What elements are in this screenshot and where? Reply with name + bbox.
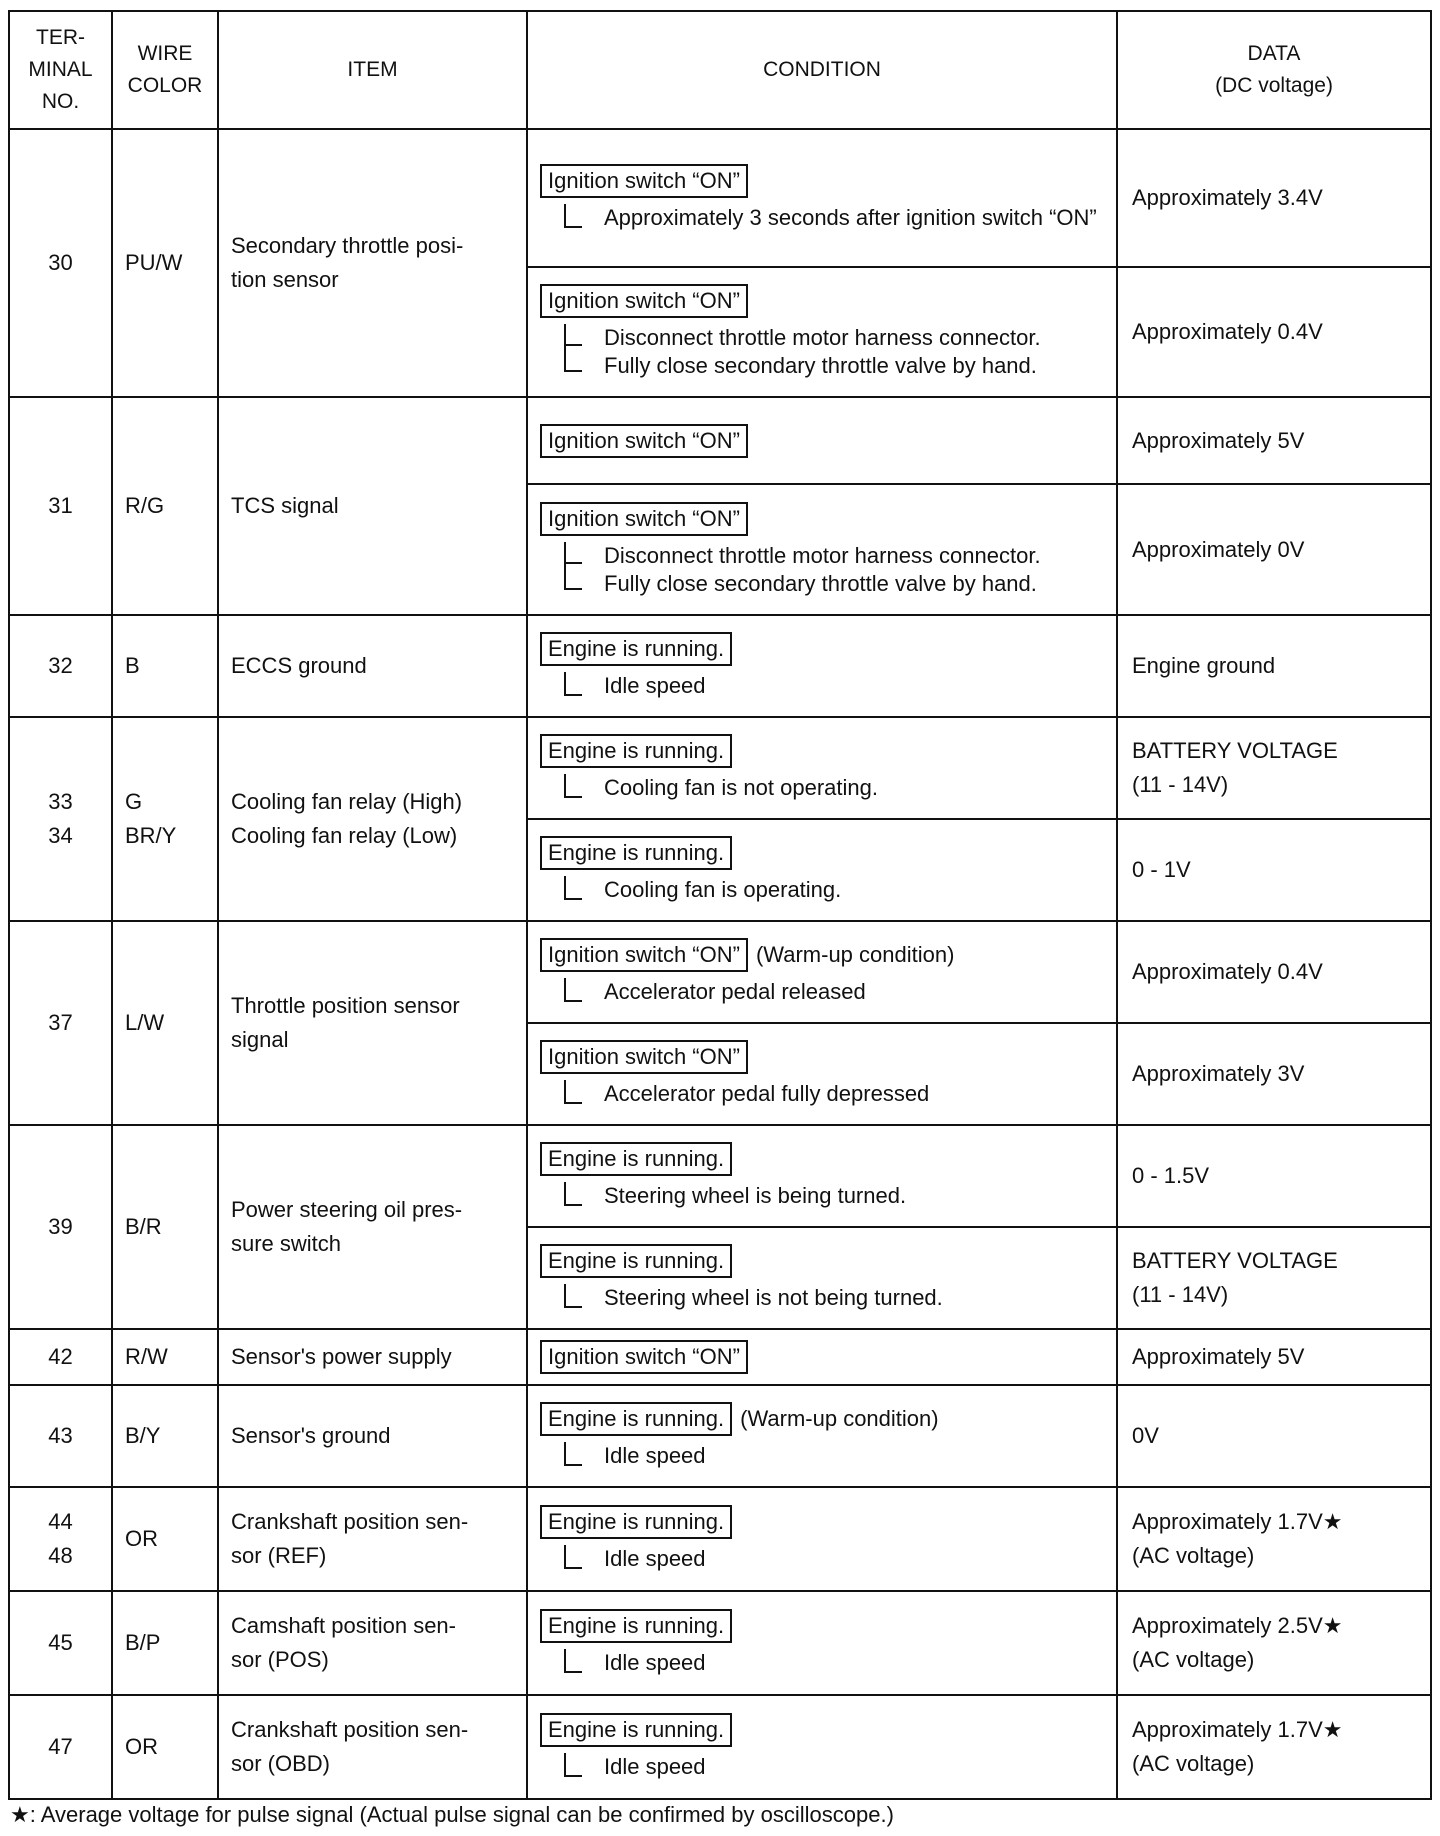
condition-head xyxy=(540,1402,1110,1436)
condition-head xyxy=(540,502,1110,536)
terminal-no: 34 xyxy=(48,823,73,848)
condition-box: Engine is running. xyxy=(540,632,732,666)
wire-color-cell xyxy=(112,397,218,615)
branch-connector-icon xyxy=(564,1442,582,1466)
terminal-no-cell xyxy=(9,1695,112,1799)
condition-cell xyxy=(527,921,1117,1023)
data-value: Approximately 5V xyxy=(1132,427,1305,453)
item-name: ECCS ground xyxy=(231,653,367,678)
wire-color: BR/Y xyxy=(125,823,177,848)
item-cell xyxy=(218,615,527,717)
item-name: Sensor's ground xyxy=(231,1423,391,1448)
condition-box: Ignition switch “ON” xyxy=(540,1340,748,1374)
table-row xyxy=(9,1591,1431,1695)
header-wire-color: WIRE COLOR xyxy=(112,11,218,129)
condition-head xyxy=(540,1142,1110,1176)
branch-connector-icon xyxy=(564,978,582,1002)
condition-head xyxy=(540,424,1110,458)
table-row xyxy=(9,1487,1431,1591)
condition-cell xyxy=(527,397,1117,484)
wire-color-cell xyxy=(112,1329,218,1385)
data-cell xyxy=(1117,267,1431,397)
wire-color: R/G xyxy=(125,493,165,518)
data-cell xyxy=(1117,1591,1431,1695)
condition-head xyxy=(540,1713,1110,1747)
wire-color: B/R xyxy=(125,1214,162,1239)
condition-box: Engine is running. xyxy=(540,1609,732,1643)
wire-color: OR xyxy=(125,1734,158,1759)
condition-note: (Warm-up condition) xyxy=(740,1406,939,1431)
terminal-no: 37 xyxy=(48,1010,73,1035)
wire-color: PU/W xyxy=(125,250,183,275)
terminal-no: 33 xyxy=(48,789,73,814)
item-cell xyxy=(218,1329,527,1385)
terminal-no-cell xyxy=(9,1125,112,1329)
data-value: Approximately 5V xyxy=(1132,1344,1305,1369)
item-name: Power steering oil pres- xyxy=(231,1197,463,1222)
condition-substeps xyxy=(564,1284,1110,1312)
branch-connector-icon xyxy=(564,1080,582,1104)
header-condition: CONDITION xyxy=(527,11,1117,129)
condition-cell xyxy=(527,1487,1117,1591)
item-name: sor (POS) xyxy=(231,1647,329,1672)
data-value: Approximately 2.5V★ xyxy=(1132,1613,1343,1638)
wire-color-cell xyxy=(112,1591,218,1695)
condition-cell xyxy=(527,1329,1117,1385)
data-cell xyxy=(1117,1227,1431,1329)
condition-substep: Fully close secondary throttle valve by hand. xyxy=(604,353,1037,378)
item-cell xyxy=(218,1695,527,1799)
item-cell xyxy=(218,921,527,1125)
terminal-no-cell xyxy=(9,615,112,717)
data-cell xyxy=(1117,717,1431,819)
data-value: 0 - 1V xyxy=(1132,857,1191,882)
terminal-no-cell xyxy=(9,1487,112,1591)
condition-cell xyxy=(527,819,1117,921)
condition-substep: Idle speed xyxy=(604,1443,706,1468)
data-value: Approximately 3.4V xyxy=(1132,185,1323,210)
wire-color: G xyxy=(125,789,143,814)
condition-substep: Cooling fan is not operating. xyxy=(604,775,878,800)
table-row xyxy=(9,1385,1431,1487)
wire-color: B/Y xyxy=(125,1423,161,1448)
condition-substeps xyxy=(564,1182,1110,1210)
item-cell xyxy=(218,717,527,921)
condition-cell xyxy=(527,1695,1117,1799)
condition-cell xyxy=(527,267,1117,397)
data-value: Engine ground xyxy=(1132,653,1276,678)
data-value: 0V xyxy=(1132,1423,1159,1448)
data-value: (AC voltage) xyxy=(1132,1543,1255,1568)
data-cell xyxy=(1117,1023,1431,1125)
item-name: sor (OBD) xyxy=(231,1751,330,1776)
branch-connector-icon xyxy=(564,542,582,590)
data-cell xyxy=(1117,1125,1431,1227)
condition-substeps xyxy=(564,672,1110,700)
condition-cell xyxy=(527,129,1117,267)
terminal-no: 45 xyxy=(48,1630,73,1655)
item-name: sure switch xyxy=(231,1231,342,1256)
terminal-no: 47 xyxy=(48,1734,73,1759)
wire-color-cell xyxy=(112,1695,218,1799)
data-cell xyxy=(1117,819,1431,921)
table-row xyxy=(9,129,1431,267)
data-value: 0 - 1.5V xyxy=(1132,1163,1210,1188)
branch-connector-icon xyxy=(564,1182,582,1206)
wire-color-cell xyxy=(112,615,218,717)
item-name: TCS signal xyxy=(231,493,339,518)
wire-color: B/P xyxy=(125,1630,161,1655)
wire-color: L/W xyxy=(125,1010,165,1035)
item-cell xyxy=(218,397,527,615)
condition-substep: Steering wheel is not being turned. xyxy=(604,1285,943,1310)
condition-substeps xyxy=(564,978,1110,1006)
wire-color: OR xyxy=(125,1526,158,1551)
item-name: Cooling fan relay (High) xyxy=(231,789,463,814)
condition-substeps xyxy=(564,1545,1110,1573)
condition-box: Ignition switch “ON” xyxy=(540,1040,748,1074)
terminal-no: 42 xyxy=(48,1344,73,1369)
data-cell xyxy=(1117,921,1431,1023)
condition-substeps xyxy=(564,1442,1110,1470)
condition-box: Engine is running. xyxy=(540,836,732,870)
terminal-no-cell xyxy=(9,717,112,921)
condition-cell xyxy=(527,484,1117,615)
condition-substep: Disconnect throttle motor harness connector. xyxy=(604,542,1041,568)
data-cell xyxy=(1117,615,1431,717)
item-cell xyxy=(218,1591,527,1695)
condition-cell xyxy=(527,615,1117,717)
item-name: sor (REF) xyxy=(231,1543,327,1568)
condition-box: Ignition switch “ON” xyxy=(540,938,748,972)
condition-box: Ignition switch “ON” xyxy=(540,284,748,318)
terminal-no: 39 xyxy=(48,1214,73,1239)
condition-substep: Accelerator pedal fully depressed xyxy=(604,1081,930,1106)
condition-substeps xyxy=(564,774,1110,802)
condition-substeps xyxy=(564,542,1110,598)
branch-connector-icon xyxy=(564,774,582,798)
data-value: (AC voltage) xyxy=(1132,1751,1255,1776)
data-cell xyxy=(1117,1329,1431,1385)
terminal-no: 48 xyxy=(48,1543,73,1568)
branch-connector-icon xyxy=(564,1545,582,1569)
table-row xyxy=(9,717,1431,819)
condition-substep: Accelerator pedal released xyxy=(604,979,866,1004)
condition-head xyxy=(540,734,1110,768)
item-name: Camshaft position sen- xyxy=(231,1613,456,1638)
condition-cell xyxy=(527,717,1117,819)
data-value: (11 - 14V) xyxy=(1132,1282,1229,1307)
table-row xyxy=(9,1695,1431,1799)
data-cell xyxy=(1117,1385,1431,1487)
header-row xyxy=(9,11,1431,129)
condition-cell xyxy=(527,1227,1117,1329)
data-value: Approximately 0.4V xyxy=(1132,959,1323,984)
item-name: Crankshaft position sen- xyxy=(231,1509,469,1534)
table-row xyxy=(9,1125,1431,1227)
condition-substep: Approximately 3 seconds after ignition switch “ON” xyxy=(604,205,1097,230)
item-name: Throttle position sensor xyxy=(231,993,460,1018)
condition-head xyxy=(540,836,1110,870)
item-name: Cooling fan relay (Low) xyxy=(231,823,458,848)
condition-head xyxy=(540,1040,1110,1074)
condition-head xyxy=(540,1244,1110,1278)
condition-head xyxy=(540,632,1110,666)
data-value: (AC voltage) xyxy=(1132,1647,1255,1672)
branch-connector-icon xyxy=(564,672,582,696)
terminal-no: 44 xyxy=(48,1509,73,1534)
condition-substep: Idle speed xyxy=(604,1650,706,1675)
header-terminal-no: TER- MINAL NO. xyxy=(9,11,112,129)
condition-substeps xyxy=(564,876,1110,904)
condition-head xyxy=(540,164,1110,198)
wire-color-cell xyxy=(112,921,218,1125)
branch-connector-icon xyxy=(564,1649,582,1673)
terminal-no-cell xyxy=(9,1385,112,1487)
condition-box: Ignition switch “ON” xyxy=(540,424,748,458)
terminal-no-cell xyxy=(9,397,112,615)
wire-color-cell xyxy=(112,1385,218,1487)
branch-connector-icon xyxy=(564,1753,582,1777)
terminal-no: 43 xyxy=(48,1423,73,1448)
branch-connector-icon xyxy=(564,1284,582,1308)
item-cell xyxy=(218,129,527,397)
condition-box: Engine is running. xyxy=(540,1142,732,1176)
condition-substep: Cooling fan is operating. xyxy=(604,877,842,902)
wire-color: R/W xyxy=(125,1344,168,1369)
condition-substeps xyxy=(564,204,1110,232)
condition-cell xyxy=(527,1591,1117,1695)
condition-head xyxy=(540,284,1110,318)
item-name: tion sensor xyxy=(231,267,339,292)
condition-substep: Fully close secondary throttle valve by hand. xyxy=(604,570,1037,596)
data-value: (11 - 14V) xyxy=(1132,772,1229,797)
condition-box: Engine is running. xyxy=(540,734,732,768)
wire-color: B xyxy=(125,653,140,678)
item-cell xyxy=(218,1125,527,1329)
header-data: DATA (DC voltage) xyxy=(1117,11,1431,129)
data-cell xyxy=(1117,129,1431,267)
branch-connector-icon xyxy=(564,204,582,228)
condition-substeps xyxy=(564,324,1110,380)
wire-color-cell xyxy=(112,1487,218,1591)
terminal-no-cell xyxy=(9,1591,112,1695)
condition-substep: Disconnect throttle motor harness connector. xyxy=(604,325,1041,350)
condition-cell xyxy=(527,1023,1117,1125)
terminal-no-cell xyxy=(9,921,112,1125)
condition-box: Engine is running. xyxy=(540,1505,732,1539)
item-name: Crankshaft position sen- xyxy=(231,1717,469,1742)
data-value: Approximately 0.4V xyxy=(1132,319,1323,344)
wire-color-cell xyxy=(112,1125,218,1329)
condition-head xyxy=(540,1609,1110,1643)
condition-note: (Warm-up condition) xyxy=(755,942,955,967)
data-cell xyxy=(1117,1695,1431,1799)
condition-substep: Idle speed xyxy=(604,1754,706,1779)
condition-substep: Idle speed xyxy=(604,1546,706,1571)
condition-substeps xyxy=(564,1080,1110,1108)
table-row xyxy=(9,397,1431,484)
terminal-data-table xyxy=(8,10,1432,1800)
condition-box: Engine is running. xyxy=(540,1244,732,1278)
terminal-no-cell xyxy=(9,129,112,397)
table-row xyxy=(9,1329,1431,1385)
condition-box: Ignition switch “ON” xyxy=(540,502,748,536)
terminal-no: 32 xyxy=(48,653,73,678)
item-name: signal xyxy=(231,1027,289,1052)
data-cell xyxy=(1117,1487,1431,1591)
data-value: Approximately 1.7V★ xyxy=(1132,1509,1343,1534)
wire-color-cell xyxy=(112,717,218,921)
terminal-no: 30 xyxy=(48,250,73,275)
data-value: BATTERY VOLTAGE xyxy=(1132,738,1338,763)
condition-cell xyxy=(527,1125,1117,1227)
branch-connector-icon xyxy=(564,876,582,900)
header-item: ITEM xyxy=(218,11,527,129)
item-cell xyxy=(218,1487,527,1591)
table-row xyxy=(9,921,1431,1023)
condition-head xyxy=(540,938,1110,972)
condition-cell xyxy=(527,1385,1117,1487)
condition-head xyxy=(540,1505,1110,1539)
condition-substep: Idle speed xyxy=(604,673,706,698)
terminal-rows xyxy=(9,129,1431,1799)
condition-head xyxy=(540,1340,1110,1374)
condition-substep: Steering wheel is being turned. xyxy=(604,1183,907,1208)
branch-connector-icon xyxy=(564,324,582,372)
data-value: BATTERY VOLTAGE xyxy=(1132,1248,1338,1273)
footnote: ★: Average voltage for pulse signal (Actual pulse signal can be confirmed by oscilloscope.) xyxy=(10,1802,894,1827)
condition-substeps xyxy=(564,1649,1110,1677)
item-name: Secondary throttle posi- xyxy=(231,233,464,258)
data-cell xyxy=(1117,397,1431,484)
terminal-no: 31 xyxy=(48,493,73,518)
table-row xyxy=(9,615,1431,717)
data-value: Approximately 3V xyxy=(1132,1061,1305,1086)
wire-color-cell xyxy=(112,129,218,397)
condition-substeps xyxy=(564,1753,1110,1781)
condition-box: Engine is running. xyxy=(540,1402,732,1436)
data-value: Approximately 1.7V★ xyxy=(1132,1717,1343,1742)
condition-box: Engine is running. xyxy=(540,1713,732,1747)
condition-box: Ignition switch “ON” xyxy=(540,164,748,198)
data-cell xyxy=(1117,484,1431,615)
item-cell xyxy=(218,1385,527,1487)
terminal-no-cell xyxy=(9,1329,112,1385)
item-name: Sensor's power supply xyxy=(231,1344,452,1369)
data-value: Approximately 0V xyxy=(1132,536,1305,562)
